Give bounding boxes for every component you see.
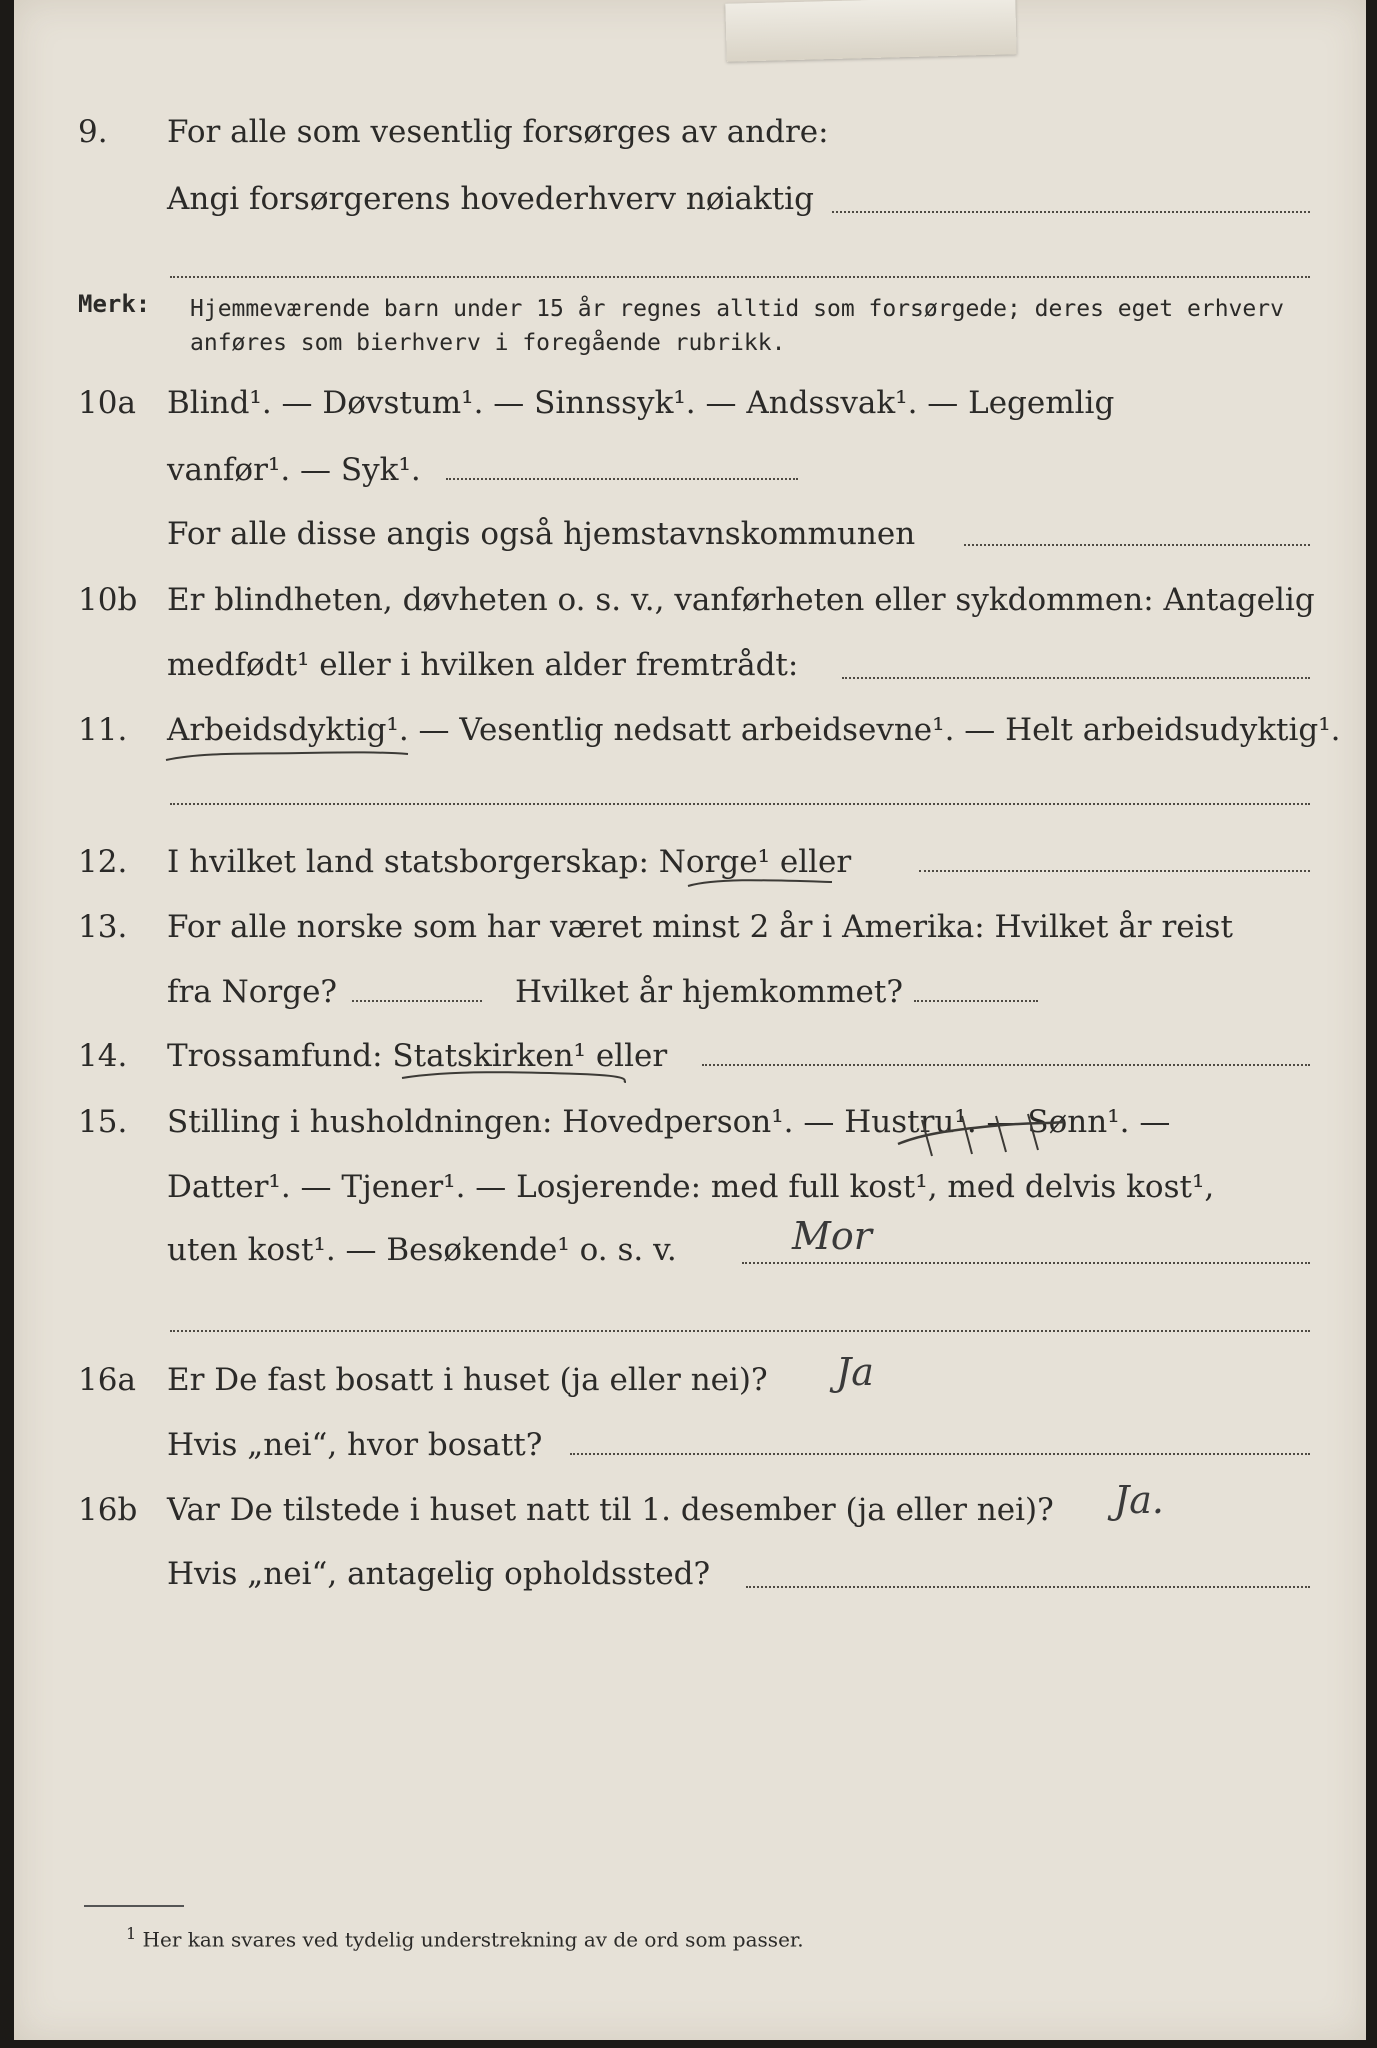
question-12: [14, 840, 1366, 890]
answer-line[interactable]: [842, 677, 1310, 679]
question-text: For alle disse angis også hjemstavnskommunen: [167, 516, 916, 552]
question-text: Blind¹. — Døvstum¹. — Sinnssyk¹. — Andssvak¹. — Legemlig: [167, 385, 1115, 421]
note-text: Hjemmeværende barn under 15 år regnes alltid som forsørgede; deres eget erhverv: [190, 296, 1284, 322]
footnote-text: Her kan svares ved tydelig understrekning av de ord som passer.: [142, 1927, 804, 1952]
question-16a: [14, 1350, 1366, 1408]
question-10b: [14, 578, 1366, 628]
question-14: [14, 1034, 1366, 1084]
answer-line[interactable]: [170, 276, 1310, 278]
note-text: anføres som bierhverv i foregående rubrikk.: [190, 330, 786, 356]
census-form-page: [14, 0, 1366, 2040]
question-13: [14, 905, 1366, 955]
handwritten-answer: Ja: [836, 1350, 874, 1394]
question-text: Datter¹. — Tjener¹. — Losjerende: med full kost¹, med delvis kost¹,: [167, 1169, 1215, 1205]
ink-strikethrough: [892, 1104, 1072, 1164]
question-text: Stilling i husholdningen: Hovedperson¹. — Hustru¹. — Sønn¹. —: [167, 1104, 1171, 1140]
answer-line[interactable]: [170, 1330, 1310, 1332]
question-text: Angi forsørgerens hovederhverv nøiaktig: [167, 181, 814, 217]
question-number: 12.: [78, 844, 128, 880]
question-15: [14, 1100, 1366, 1150]
question-text: vanfør¹. — Syk¹.: [167, 452, 421, 488]
answer-line[interactable]: [832, 211, 1310, 213]
question-text: Trossamfund: Statskirken¹ eller: [167, 1038, 668, 1074]
question-text: For alle norske som har været minst 2 år i Amerika: Hvilket år reist: [167, 909, 1233, 945]
answer-line[interactable]: [170, 803, 1310, 805]
question-text: Var De tilstede i huset natt til 1. desember (ja eller nei)?: [167, 1492, 1054, 1528]
footnote-mark: 1: [126, 1924, 137, 1943]
question-text: Hvis „nei“, hvor bosatt?: [167, 1427, 543, 1463]
footnote-rule: [84, 1905, 184, 1907]
handwritten-answer: Mor: [792, 1214, 872, 1258]
question-text: Arbeidsdyktig¹. — Vesentlig nedsatt arbeidsevne¹. — Helt arbeidsudyktig¹.: [167, 712, 1341, 748]
question-13-line2: [14, 970, 1366, 1020]
question-10a: [14, 381, 1366, 431]
question-text: medfødt¹ eller i hvilken alder fremtrådt:: [167, 647, 799, 683]
answer-line[interactable]: [570, 1453, 1310, 1455]
question-text: I hvilket land statsborgerskap: Norge¹ eller: [167, 844, 852, 880]
answer-line[interactable]: [919, 870, 1310, 872]
answer-line[interactable]: [746, 1586, 1310, 1588]
question-number: 10b: [78, 582, 138, 618]
question-number: 9.: [78, 114, 108, 150]
question-10a-line2: [14, 448, 1366, 498]
question-11: [14, 708, 1366, 758]
question-number: 13.: [78, 909, 128, 945]
question-text: uten kost¹. — Besøkende¹ o. s. v.: [167, 1232, 677, 1268]
answer-line[interactable]: [964, 544, 1310, 546]
question-text: Er blindheten, døvheten o. s. v., vanførheten eller sykdommen: Antagelig: [167, 582, 1315, 618]
question-10b-line2: [14, 643, 1366, 693]
answer-line[interactable]: [742, 1262, 1310, 1264]
answer-line[interactable]: [352, 1000, 482, 1002]
question-16a-line2: [14, 1423, 1366, 1473]
question-9-line2: [14, 177, 1366, 227]
question-15-line2: [14, 1165, 1366, 1215]
question-10a-line3: [14, 512, 1366, 562]
question-number: 16a: [78, 1362, 136, 1398]
question-text: Er De fast bosatt i huset (ja eller nei)?: [167, 1362, 768, 1398]
question-text: fra Norge?: [167, 974, 338, 1010]
note-label: Merk:: [78, 290, 151, 318]
question-text: Hvis „nei“, antagelig opholdssted?: [167, 1556, 711, 1592]
handwritten-answer: Ja.: [1114, 1478, 1164, 1522]
question-15-line3: [14, 1214, 1366, 1278]
question-number: 11.: [78, 712, 128, 748]
question-text: Hvilket år hjemkommet?: [515, 974, 903, 1010]
question-9: [14, 110, 1366, 160]
answer-line[interactable]: [446, 478, 798, 480]
question-number: 15.: [78, 1104, 128, 1140]
question-number: 16b: [78, 1492, 138, 1528]
answer-line[interactable]: [702, 1064, 1310, 1066]
footnote: [126, 1924, 804, 1952]
question-16b: [14, 1478, 1366, 1538]
ink-underline: [162, 746, 412, 766]
tape-strip: [725, 0, 1016, 62]
answer-line[interactable]: [914, 1000, 1038, 1002]
question-number: 10a: [78, 385, 136, 421]
ink-underline: [400, 1068, 630, 1088]
question-number: 14.: [78, 1038, 128, 1074]
question-16b-line2: [14, 1552, 1366, 1602]
question-text: For alle som vesentlig forsørges av andre:: [167, 114, 829, 150]
ink-underline: [686, 876, 836, 896]
